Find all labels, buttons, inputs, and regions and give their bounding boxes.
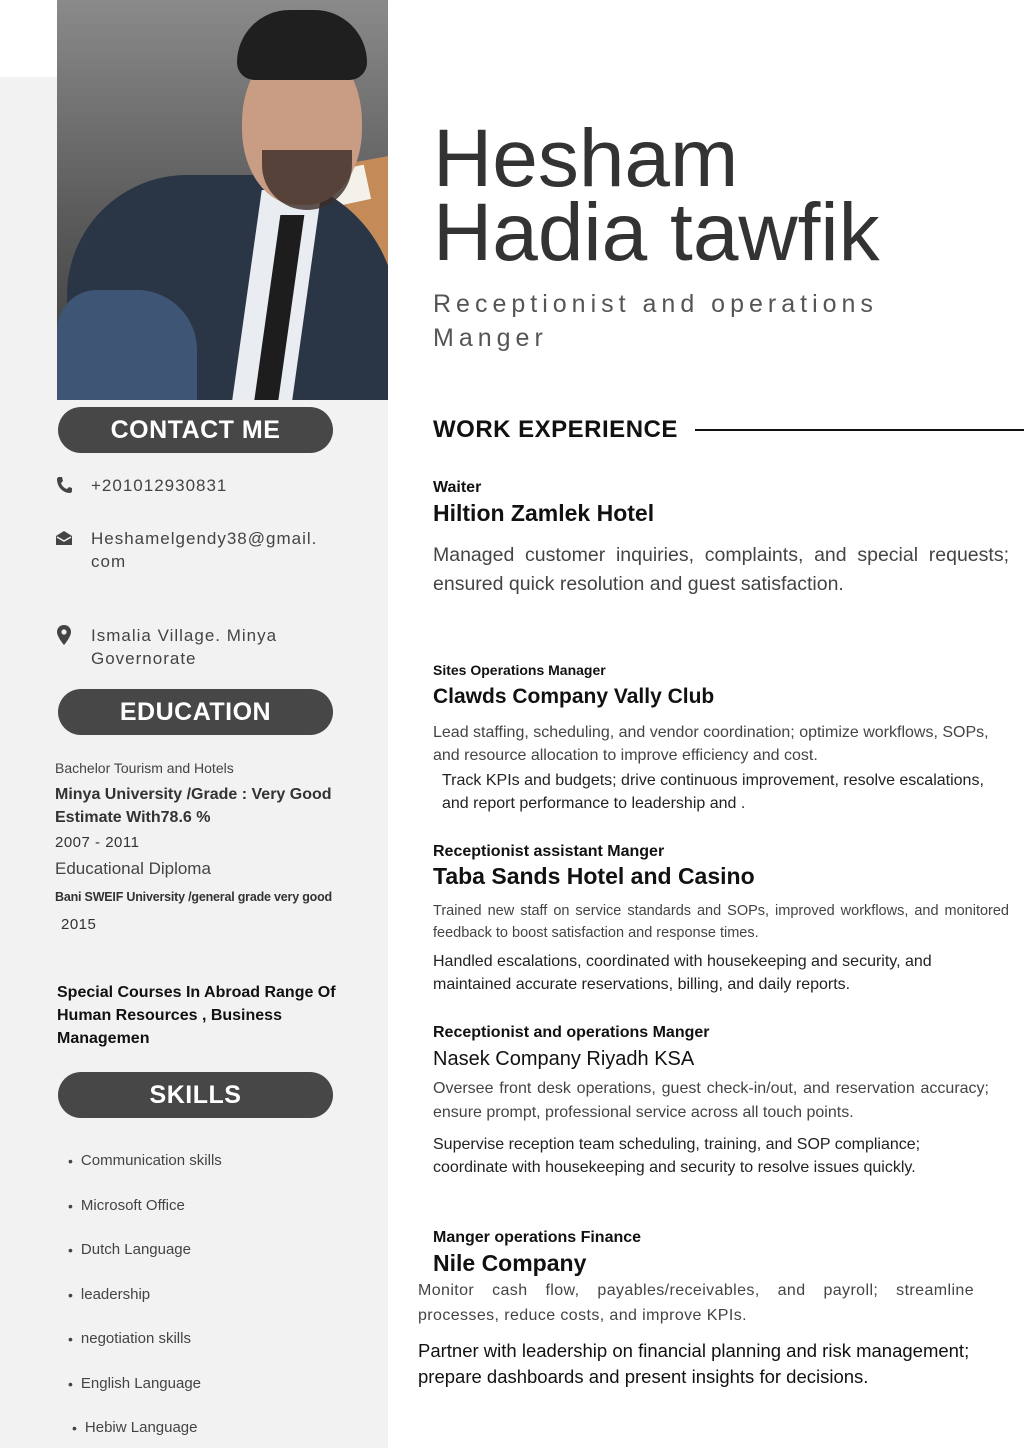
job-company: Hiltion Zamlek Hotel: [433, 500, 655, 526]
job-description: Managed customer inquiries, complaints, and special requests; ensured quick resolution and guest satisfaction.: [433, 544, 1009, 595]
job-entry: [433, 662, 1009, 815]
contact-address: [55, 624, 277, 670]
job-role: Receptionist assistant Manger: [433, 843, 665, 860]
job-description: Lead staffing, scheduling, and vendor coordination; optimize workflows, SOPs, and resource allocation to improve efficiency and cost.: [433, 724, 989, 764]
diploma-year: 2015: [61, 916, 97, 933]
job-entry: [418, 1229, 974, 1390]
job-title: Receptionist and operations Manger: [433, 290, 878, 352]
phone-icon: [55, 475, 73, 495]
contact-phone: [55, 474, 227, 497]
job-description: Handled escalations, coordinated with housekeeping and security, and maintained accurate reservations, billing, and daily reports.: [433, 953, 932, 993]
job-company: Nasek Company Riyadh KSA: [433, 1048, 695, 1070]
full-name: [433, 113, 880, 278]
education-years: 2007 - 2011: [55, 834, 140, 851]
location-pin-icon: [55, 625, 73, 645]
job-company: Taba Sands Hotel and Casino: [433, 863, 755, 889]
degree-name: Bachelor Tourism and Hotels: [55, 760, 234, 776]
last-name: Hadia tawfik: [433, 187, 880, 278]
list-item: • Dutch Language: [68, 1241, 191, 1258]
contact-email: [55, 527, 317, 573]
job-role: Sites Operations Manager: [433, 662, 606, 678]
job-company: Nile Company: [433, 1250, 587, 1276]
list-item: • Microsoft Office: [68, 1196, 185, 1214]
job-description: Supervise reception team scheduling, training, and SOP compliance; coordinate with housekeeping and security to resolve issues quickly.: [433, 1136, 921, 1176]
skills-heading: SKILLS: [58, 1072, 333, 1118]
sidebar-top-gap: [0, 0, 57, 77]
list-item: • leadership: [68, 1285, 151, 1303]
job-entry: [433, 479, 1009, 599]
diploma-name: Educational Diploma: [55, 859, 211, 878]
email-address: Heshamelgendy38@gmail. com: [91, 529, 318, 571]
list-item: • English Language: [68, 1374, 202, 1392]
job-role: Waiter: [433, 479, 482, 496]
address: Ismalia Village. Minya Governorate: [91, 626, 278, 668]
work-experience-heading: WORK EXPERIENCE: [433, 416, 678, 443]
list-item: • Communication skills: [68, 1152, 222, 1169]
job-description: Track KPIs and budgets; drive continuous improvement, resolve escalations, and report performance to leadership and .: [442, 772, 984, 812]
job-description: Partner with leadership on financial planning and risk management; prepare dashboards and present insights for decisions.: [418, 1340, 970, 1387]
job-entry: [433, 843, 1009, 996]
diploma-school: Bani SWEIF University /general grade very good: [55, 890, 332, 904]
job-role: Manger operations Finance: [433, 1229, 642, 1246]
special-courses: Special Courses In Abroad Range Of Human Resources , Business Managemen: [57, 984, 336, 1047]
university-name: Minya University /Grade : Very Good Estimate With78.6 %: [55, 786, 332, 826]
heading-divider: [695, 429, 1024, 431]
envelope-icon: [55, 528, 73, 548]
first-name: Hesham: [433, 113, 739, 204]
job-company: Clawds Company Vally Club: [433, 685, 715, 708]
phone-number: +201012930831: [91, 476, 228, 495]
profile-photo: [57, 0, 388, 400]
list-item: • negotiation skills: [68, 1330, 191, 1347]
contact-heading: CONTACT ME: [58, 407, 333, 453]
skills-list: [68, 1150, 222, 1448]
education-heading: EDUCATION: [58, 689, 333, 735]
job-description: Monitor cash flow, payables/receivables, and payroll; streamline processes, reduce costs, and improve KPIs.: [418, 1282, 974, 1324]
job-entry: [433, 1024, 989, 1179]
job-description: Trained new staff on service standards and SOPs, improved workflows, and monitored feedback to boost satisfaction and response times.: [433, 903, 1009, 941]
job-role: Receptionist and operations Manger: [433, 1024, 710, 1041]
job-description: Oversee front desk operations, guest check-in/out, and reservation accuracy; ensure prompt, professional service across all touch points.: [433, 1080, 989, 1121]
list-item: • Hebiw Language: [72, 1419, 198, 1436]
